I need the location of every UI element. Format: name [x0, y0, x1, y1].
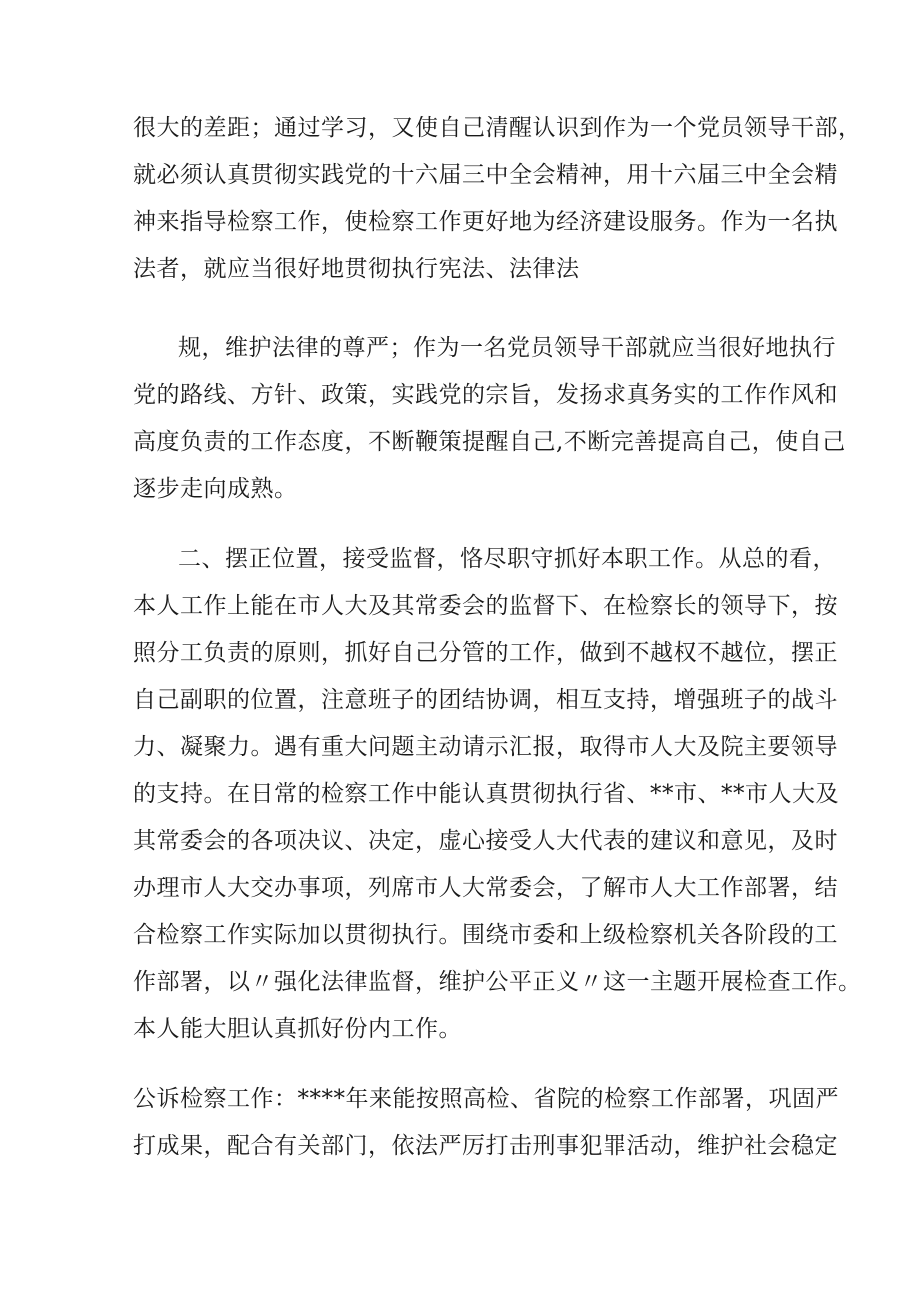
paragraph-3-line-10: 作部署，以〃强化法律监督，维护公平正义〃这一主题开展检查工作。 [133, 969, 862, 995]
paragraph-2-line-2: 党的路线、方针、政策，实践党的宗旨，发扬求真务实的工作作风和 [133, 382, 838, 408]
paragraph-2-line-4: 逐步走向成熟。 [133, 476, 298, 502]
paragraph-4-line-2: 打成果，配合有关部门，依法严厉打击刑事犯罪活动，维护社会稳定 [133, 1133, 838, 1159]
paragraph-3-line-8: 办理市人大交办事项，列席市人大常委会，了解市人大工作部署，结 [133, 875, 838, 901]
paragraph-1-line-4: 法者，就应当很好地贯彻执行宪法、法律法 [133, 256, 580, 282]
paragraph-3-line-4: 自己副职的位置，注意班子的团结协调，相互支持，增强班子的战斗 [133, 687, 838, 713]
paragraph-3-line-5: 力、凝聚力。遇有重大问题主动请示汇报，取得市人大及院主要领导 [133, 734, 838, 760]
paragraph-3-line-1: 二、摆正位置，接受监督，恪尽职守抓好本职工作。从总的看， [178, 546, 836, 572]
paragraph-2-line-1: 规，维护法律的尊严；作为一名党员领导干部就应当很好地执行 [178, 335, 836, 361]
paragraph-1-line-3: 神来指导检察工作，使检察工作更好地为经济建设服务。作为一名执 [133, 209, 838, 235]
paragraph-3-line-2: 本人工作上能在市人大及其常委会的监督下、在检察长的领导下，按 [133, 593, 838, 619]
paragraph-4-line-1: 公诉检察工作：****年来能按照高检、省院的检察工作部署，巩固严 [133, 1086, 839, 1112]
paragraph-1-line-2: 就必须认真贯彻实践党的十六届三中全会精神，用十六届三中全会精 [133, 162, 838, 188]
paragraph-3-line-7: 其常委会的各项决议、决定，虚心接受人大代表的建议和意见，及时 [133, 828, 838, 854]
paragraph-1-line-1: 很大的差距；通过学习，又使自己清醒认识到作为一个党员领导干部， [133, 115, 862, 141]
paragraph-3-line-11: 本人能大胆认真抓好份内工作。 [133, 1016, 462, 1042]
paragraph-3-line-3: 照分工负责的原则，抓好自己分管的工作，做到不越权不越位，摆正 [133, 640, 838, 666]
paragraph-3-line-9: 合检察工作实际加以贯彻执行。围绕市委和上级检察机关各阶段的工 [133, 922, 838, 948]
paragraph-3-line-6: 的支持。在日常的检察工作中能认真贯彻执行省、**市、**市人大及 [133, 781, 839, 807]
paragraph-2-line-3: 高度负责的工作态度，不断鞭策提醒自己,不断完善提高自己，使自己 [133, 429, 846, 455]
